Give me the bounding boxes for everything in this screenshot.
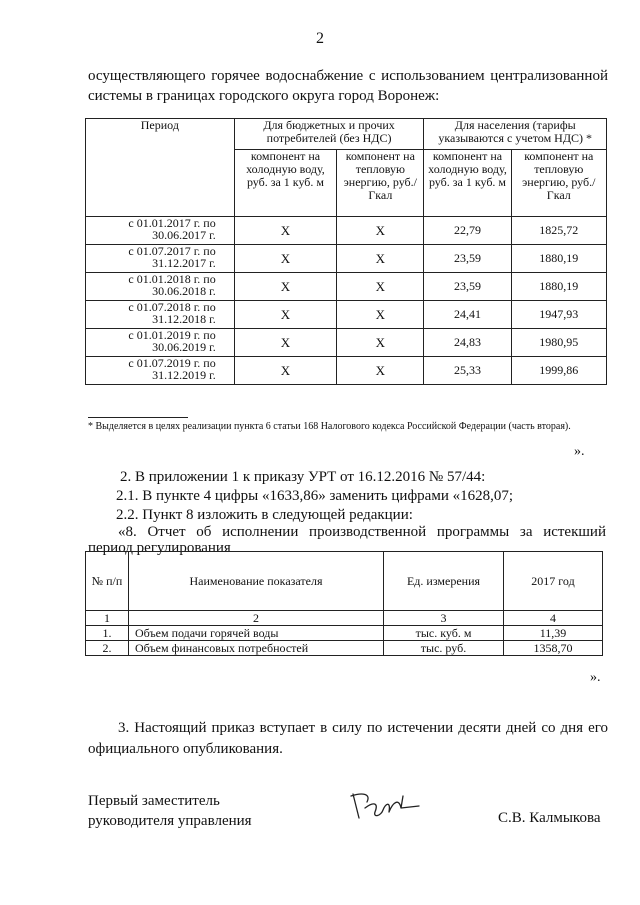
report-index-row [86, 611, 603, 626]
row-number: 2. [86, 641, 129, 656]
pop-cold-cell: 22,79 [424, 217, 511, 245]
pop-heat-cell: 1980,95 [511, 329, 606, 357]
budget-heat-cell: Х [337, 329, 424, 357]
pop-cold-cell: 25,33 [424, 357, 511, 385]
row-unit: тыс. куб. м [384, 626, 504, 641]
header-unit: Ед. измерения [384, 552, 504, 611]
page-number: 2 [316, 30, 324, 47]
table-row [86, 626, 603, 641]
row-indicator: Объем подачи горячей воды [129, 626, 384, 641]
period-cell: с 01.07.2019 г. по 31.12.2019 г. [86, 357, 235, 385]
closing-quote: ». [590, 670, 601, 685]
budget-heat-cell: Х [337, 273, 424, 301]
subheader-pop-cold: компонент на холодную воду, руб. за 1 куб. м [424, 150, 511, 217]
header-period: Период [86, 119, 235, 217]
table-row [86, 641, 603, 656]
pop-heat-cell: 1825,72 [511, 217, 606, 245]
budget-heat-cell: Х [337, 217, 424, 245]
pop-cold-cell: 23,59 [424, 273, 511, 301]
paragraph-2-2: 2.2. Пункт 8 изложить в следующей редакции: [116, 507, 413, 523]
subheader-budget-heat: компонент на тепловую энергию, руб./Гкал [337, 150, 424, 217]
paragraph-3: 3. Настоящий приказ вступает в силу по истечении десяти дней со дня его официального опубликования. [88, 720, 608, 757]
budget-heat-cell: Х [337, 357, 424, 385]
footnote-divider [88, 417, 188, 418]
header-indicator: Наименование показателя [129, 552, 384, 611]
row-indicator: Объем финансовых потребностей [129, 641, 384, 656]
index-cell: 2 [129, 611, 384, 626]
paragraph-8-title: «8. Отчет об исполнении производственной программы за истекший период регулирования [88, 524, 606, 556]
budget-heat-cell: Х [337, 245, 424, 273]
budget-cold-cell: Х [234, 273, 337, 301]
footnote-closing-quote: ». [574, 444, 585, 459]
budget-cold-cell: Х [234, 357, 337, 385]
handwritten-signature [345, 788, 425, 826]
period-cell: с 01.01.2018 г. по 30.06.2018 г. [86, 273, 235, 301]
pop-heat-cell: 1880,19 [511, 245, 606, 273]
header-budget: Для бюджетных и прочих потребителей (без НДС) [234, 119, 424, 150]
table-row [86, 245, 607, 273]
period-cell: с 01.07.2017 г. по 31.12.2017 г. [86, 245, 235, 273]
tariff-table [85, 118, 607, 385]
index-cell: 3 [384, 611, 504, 626]
budget-heat-cell: Х [337, 301, 424, 329]
row-number: 1. [86, 626, 129, 641]
table-row [86, 329, 607, 357]
budget-cold-cell: Х [234, 217, 337, 245]
position-line-1: Первый заместитель [88, 793, 220, 809]
period-cell: с 01.07.2018 г. по 31.12.2018 г. [86, 301, 235, 329]
paragraph-2-1: 2.1. В пункте 4 цифры «1633,86» заменить цифрами «1628,07; [116, 488, 514, 504]
signatory-name: С.В. Калмыкова [498, 810, 601, 826]
pop-cold-cell: 23,59 [424, 245, 511, 273]
pop-heat-cell: 1880,19 [511, 273, 606, 301]
tariff-header-row [86, 119, 607, 150]
position-line-2: руководителя управления [88, 813, 252, 829]
pop-cold-cell: 24,83 [424, 329, 511, 357]
table-row [86, 273, 607, 301]
header-number: № п/п [86, 552, 129, 611]
intro-paragraph: осуществляющего горячее водоснабжение с использованием централизованной системы в границах городского округа город Воронеж: [88, 68, 608, 104]
budget-cold-cell: Х [234, 245, 337, 273]
subheader-budget-cold: компонент на холодную воду, руб. за 1 куб. м [234, 150, 337, 217]
pop-heat-cell: 1999,86 [511, 357, 606, 385]
index-cell: 4 [504, 611, 603, 626]
budget-cold-cell: Х [234, 301, 337, 329]
pop-heat-cell: 1947,93 [511, 301, 606, 329]
row-value: 1358,70 [504, 641, 603, 656]
signatory-position [88, 791, 252, 831]
table-row [86, 357, 607, 385]
footnote: * Выделяется в целях реализации пункта 6 статьи 168 Налогового кодекса Российской Федерации (часть вторая). [88, 421, 571, 432]
table-row [86, 217, 607, 245]
subheader-pop-heat: компонент на тепловую энергию, руб./Гкал [511, 150, 606, 217]
report-header-row [86, 552, 603, 611]
row-value: 11,39 [504, 626, 603, 641]
row-unit: тыс. руб. [384, 641, 504, 656]
period-cell: с 01.01.2019 г. по 30.06.2019 г. [86, 329, 235, 357]
paragraph-2: 2. В приложении 1 к приказу УРТ от 16.12.2016 № 57/44: [120, 469, 486, 485]
header-year: 2017 год [504, 552, 603, 611]
period-cell: с 01.01.2017 г. по 30.06.2017 г. [86, 217, 235, 245]
table-row [86, 301, 607, 329]
header-population: Для населения (тарифы указываются с учетом НДС) * [424, 119, 607, 150]
pop-cold-cell: 24,41 [424, 301, 511, 329]
index-cell: 1 [86, 611, 129, 626]
report-table [85, 551, 603, 656]
budget-cold-cell: Х [234, 329, 337, 357]
